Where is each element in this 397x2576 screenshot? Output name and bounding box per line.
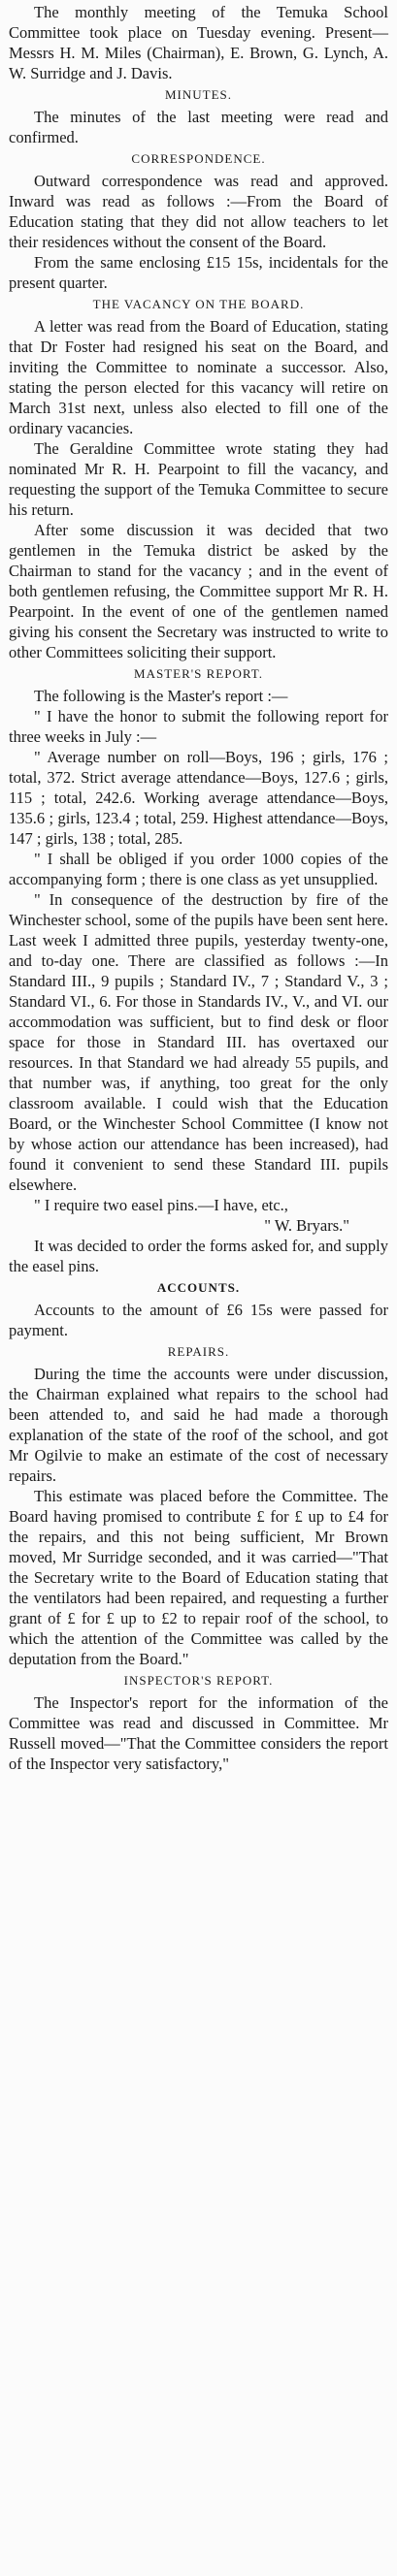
repairs-paragraph: This estimate was placed before the Committee. The Board having promised to contribute £ for £ up to £4 for the repairs, and this not being sufficient, Mr Brown moved, Mr Surridge seconded, and it was carried—"That the Secretary write to the Board of Education stating that the ventilators had been repaired, and requesting a further grant of £ for £ up to £2 to repair roof of the school, to which the attention of the Committee was called by the deputation from the Board."	[9, 1487, 388, 1668]
inspector-paragraph: The Inspector's report for the information of the Committee was read and discussed in Committee. Mr Russell moved—"That the Committee considers the report of the Inspector very satisfactory,"	[9, 1693, 388, 1773]
masters-decision-paragraph: It was decided to order the forms asked for, and supply the easel pins.	[9, 1237, 388, 1275]
repairs-paragraph: During the time the accounts were under discussion, the Chairman explained what repairs to the school had been attended to, and said he had made a thorough explanation of the state of the roof of the school, and got Mr Ogilvie to make an estimate of the cost of necessary repairs.	[9, 1365, 388, 1485]
minutes-heading: MINUTES.	[164, 87, 233, 102]
inspector-heading: INSPECTOR'S REPORT.	[123, 1673, 274, 1688]
correspondence-heading: CORRESPONDENCE.	[131, 151, 266, 166]
masters-report-quote: " In consequence of the destruction by fire of the Winchester school, some of the pupils have been sent here. Last week I admitted three pupils, yesterday twenty-one, and to-day one. There are classified as follows :—In Standard III., 9 pupils ; Standard IV., 7 ; Standard V., 3 ; Standard VI., 6. For those in Standards IV., V., and VI. our accommodation was sufficient, but to find desk or floor space for those in Standard III. has overtaxed our resources. In that Standard we had already 55 pupils, and that number was, if anything, too great for the only classroom available. I could wish that the Education Board, or the Winchester School Committee (I know not by whose action our attendance has been increased), had found it convenient to send these Standard III. pupils elsewhere.	[9, 890, 388, 1194]
masters-report-quote: " Average number on roll—Boys, 196 ; girls, 176 ; total, 372. Strict average attendance—Boys, 127.6 ; girls, 115 ; total, 242.6. Working average attendance—Boys, 135.6 ; girls, 123.4 ; total, 259. Highest attendance—Boys, 147 ; girls, 138 ; total, 285.	[9, 748, 388, 848]
vacancy-heading: THE VACANCY ON THE BOARD.	[92, 297, 305, 311]
masters-report-heading: MASTER'S REPORT.	[134, 666, 263, 681]
correspondence-paragraph: From the same enclosing £15 15s, incidentals for the present quarter.	[9, 253, 388, 292]
masters-signature: " W. Bryars."	[264, 1216, 349, 1235]
masters-report-quote: " I shall be obliged if you order 1000 copies of the accompanying form ; there is one class as yet unsupplied.	[9, 850, 388, 888]
repairs-heading: REPAIRS.	[167, 1344, 230, 1359]
masters-report-quote: " I have the honor to submit the following report for three weeks in July :—	[9, 707, 388, 746]
masters-report-intro: The following is the Master's report :—	[34, 687, 288, 705]
correspondence-paragraph: Outward correspondence was read and approved. Inward was read as follows :—From the Board of Education stating that they did not allow teachers to let their residences without the consent of the Board.	[9, 172, 388, 251]
masters-report-quote: " I require two easel pins.—I have, etc.,	[34, 1196, 288, 1214]
vacancy-paragraph: The Geraldine Committee wrote stating they had nominated Mr R. H. Pearpoint to fill the vacancy, and requesting the support of the Temuka Committee to secure his return.	[9, 439, 388, 519]
minutes-paragraph: The minutes of the last meeting were read and confirmed.	[9, 108, 388, 146]
vacancy-paragraph: After some discussion it was decided that two gentlemen in the Temuka district be asked by the Chairman to stand for the vacancy ; and in the event of both gentlemen refusing, the Committee support Mr R. H. Pearpoint. In the event of one of the gentlemen named giving his consent the Secretary was instructed to write to other Committees soliciting their support.	[9, 521, 388, 661]
intro-paragraph: The monthly meeting of the Temuka School Committee took place on Tuesday evening. Present—Messrs H. M. Miles (Chairman), E. Brown, G. Lynch, A. W. Surridge and J. Davis.	[9, 3, 388, 82]
vacancy-paragraph: A letter was read from the Board of Education, stating that Dr Foster had resigned his seat on the Board, and inviting the Committee to nominate a successor. Also, stating the person elected for this vacancy will retire on March 31st next, unless also elected to fill one of the ordinary vacancies.	[9, 317, 388, 437]
accounts-paragraph: Accounts to the amount of £6 15s were passed for payment.	[9, 1301, 388, 1339]
accounts-heading: ACCOUNTS.	[156, 1280, 241, 1295]
